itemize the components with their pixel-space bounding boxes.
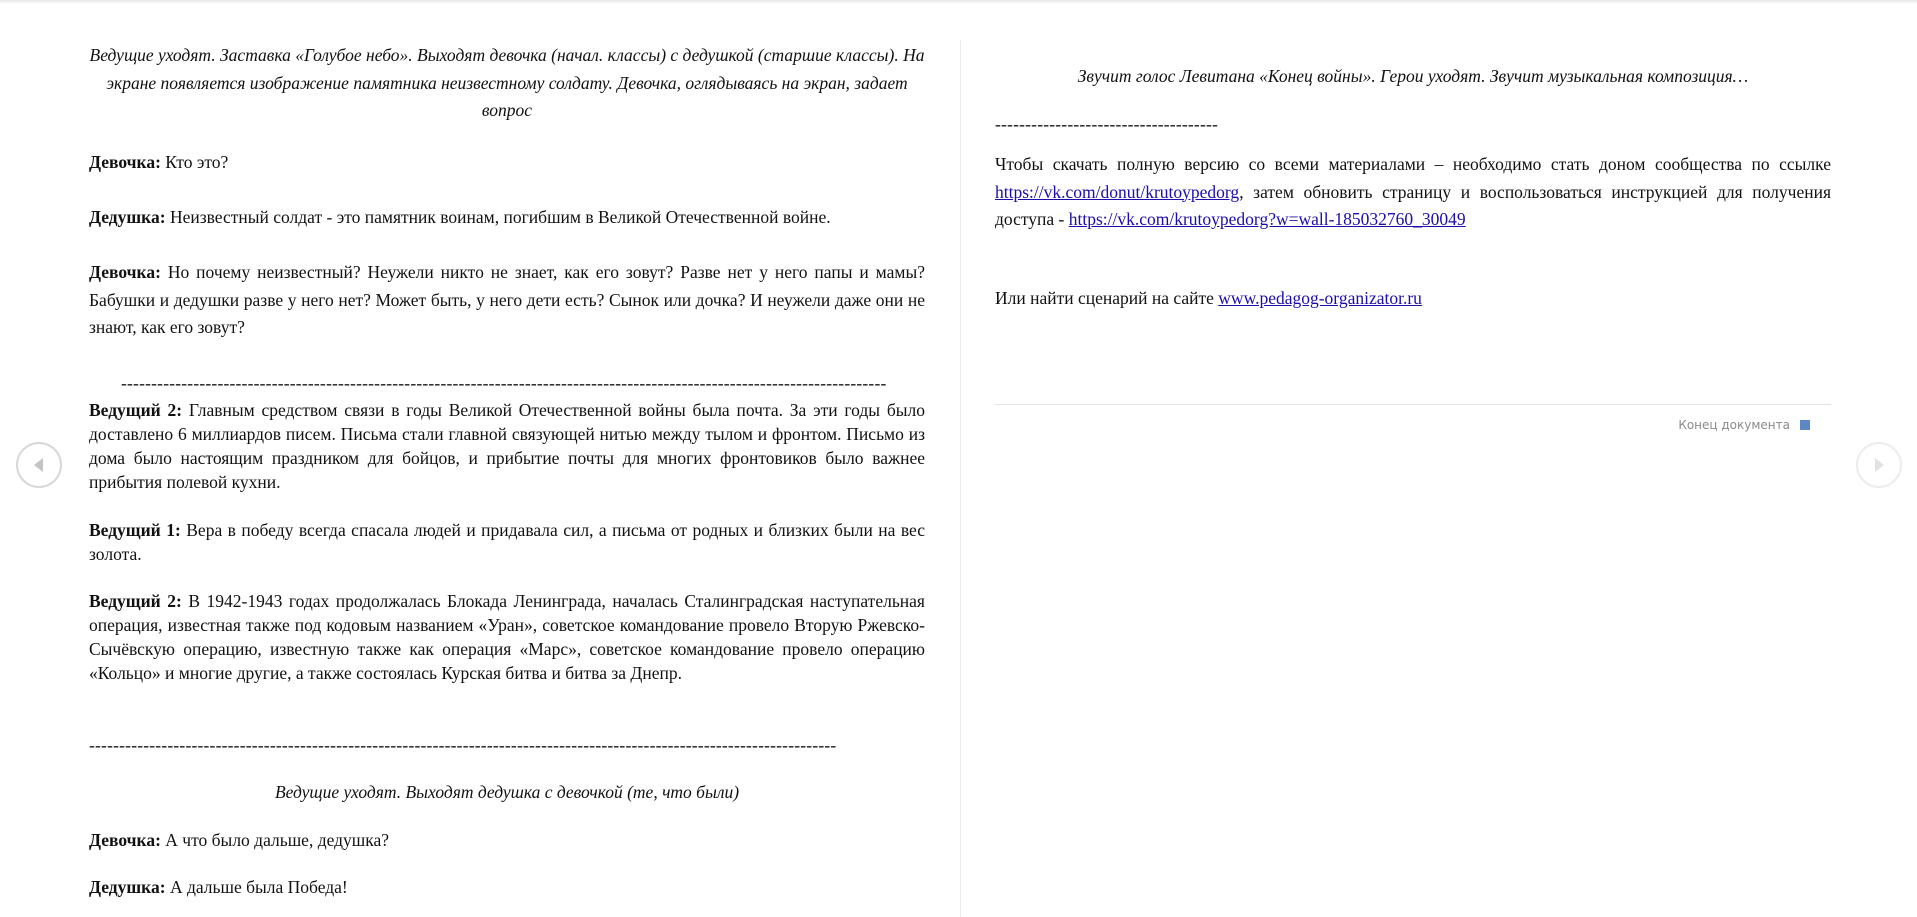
stage-direction-return: Ведущие уходят. Выходят дедушка с девочкой (те, что были) bbox=[274, 782, 740, 802]
end-of-document-marker bbox=[1678, 418, 1810, 432]
chevron-right-icon bbox=[1870, 456, 1888, 474]
next-page-button[interactable] bbox=[1856, 442, 1902, 488]
dialogue-line bbox=[89, 518, 925, 566]
dialogue-line bbox=[89, 149, 925, 177]
speaker-label: Ведущий 2: bbox=[89, 591, 182, 611]
speaker-label: Девочка: bbox=[89, 152, 161, 172]
speaker-label: Ведущий 1: bbox=[89, 520, 181, 540]
dialogue-line bbox=[89, 204, 925, 232]
end-of-document-label: Конец документа bbox=[1678, 418, 1790, 432]
dialogue-text: Главным средством связи в годы Великой Отечественной войны была почта. За эти годы было доставлено 6 миллиардов писем. Письма стали главной связующей нитью между тылом и фронтом. Письмо из дома было настоящим праздником для бойцов, и прибытие почты для многих фронтовиков было важнее прибытия полевой кухни. bbox=[89, 400, 925, 492]
end-of-document-rule bbox=[995, 404, 1831, 405]
separator-line: ------------------------------------- bbox=[995, 114, 1219, 134]
dialogue-text: Но почему неизвестный? Неужели никто не знает, как его зовут? Разве нет у него папы и мамы? Бабушки и дедушки разве у него нет? Может быть, у него дети есть? Сынок или дочка? И неужели даже они не знают, как его зовут? bbox=[89, 262, 925, 337]
site-text: Или найти сценарий на сайте bbox=[995, 288, 1219, 308]
dialogue-line bbox=[89, 874, 925, 902]
top-shadow bbox=[0, 0, 1917, 4]
dialogue-line bbox=[89, 589, 925, 685]
dialogue-text: А что было дальше, дедушка? bbox=[160, 830, 390, 850]
site-paragraph bbox=[995, 285, 1831, 313]
dialogue-text: А дальше была Победа! bbox=[165, 877, 348, 897]
page-divider bbox=[960, 40, 961, 917]
speaker-label: Девочка: bbox=[89, 262, 161, 282]
speaker-label: Дедушка: bbox=[89, 207, 166, 227]
separator-line: ---------------------------------------------------------------------------------------------------------------------------- bbox=[89, 735, 837, 755]
download-text-continued: , затем обновить страницу и воспользоваться инструкцией для получения доступа - bbox=[995, 181, 1831, 229]
dialogue-line bbox=[89, 827, 925, 855]
speaker-label: Ведущий 2: bbox=[89, 400, 183, 420]
dialogue-line bbox=[89, 398, 925, 494]
speaker-label: Дедушка: bbox=[89, 877, 166, 897]
separator-line: ------------------------------------------------------------------------------------------------------------------------------- bbox=[121, 373, 887, 393]
dialogue-text: Вера в победу всегда спасала людей и придавала сил, а письма от родных и близких были на вес золота. bbox=[89, 520, 925, 564]
donut-link[interactable]: https://vk.com/donut/krutoypedorg bbox=[995, 181, 1240, 202]
site-link[interactable]: www.pedagog-organizator.ru bbox=[1218, 288, 1422, 308]
dialogue-text: Кто это? bbox=[160, 152, 229, 172]
wall-post-link[interactable]: https://vk.com/krutoypedorg?w=wall-185032760_30049 bbox=[1068, 209, 1466, 229]
stage-direction-intro: Ведущие уходят. Заставка «Голубое небо». Выходят девочка (начал. классы) с дедушкой (старшие классы). На экране появляется изображение памятника неизвестному солдату. Девочка, оглядываясь на экран, задает вопрос bbox=[89, 45, 925, 120]
previous-page-button[interactable] bbox=[16, 442, 62, 488]
stage-direction-levitan: Звучит голос Левитана «Конец войны». Герои уходят. Звучит музыкальная композиция… bbox=[1077, 66, 1749, 86]
chevron-left-icon bbox=[30, 456, 48, 474]
download-paragraph bbox=[995, 151, 1831, 234]
download-text: Чтобы скачать полную версию со всеми материалами – необходимо стать доном сообщества по ссылке bbox=[995, 154, 1831, 174]
dialogue-text: Неизвестный солдат - это памятник воинам, погибшим в Великой Отечественной войне. bbox=[165, 207, 831, 227]
dialogue-text: В 1942-1943 годах продолжалась Блокада Ленинграда, началась Сталинградская наступательная операция, известная также под кодовым названием «Уран», советское командование провело Вторую Ржевско-Сычёвскую операцию, известную также как операция «Марс», советское командование провело операцию «Кольцо» и многие другие, а также состоялась Курская битва и битва за Днепр. bbox=[89, 591, 925, 683]
dialogue-line bbox=[89, 259, 925, 342]
speaker-label: Девочка: bbox=[89, 830, 161, 850]
end-square-icon bbox=[1800, 420, 1810, 430]
